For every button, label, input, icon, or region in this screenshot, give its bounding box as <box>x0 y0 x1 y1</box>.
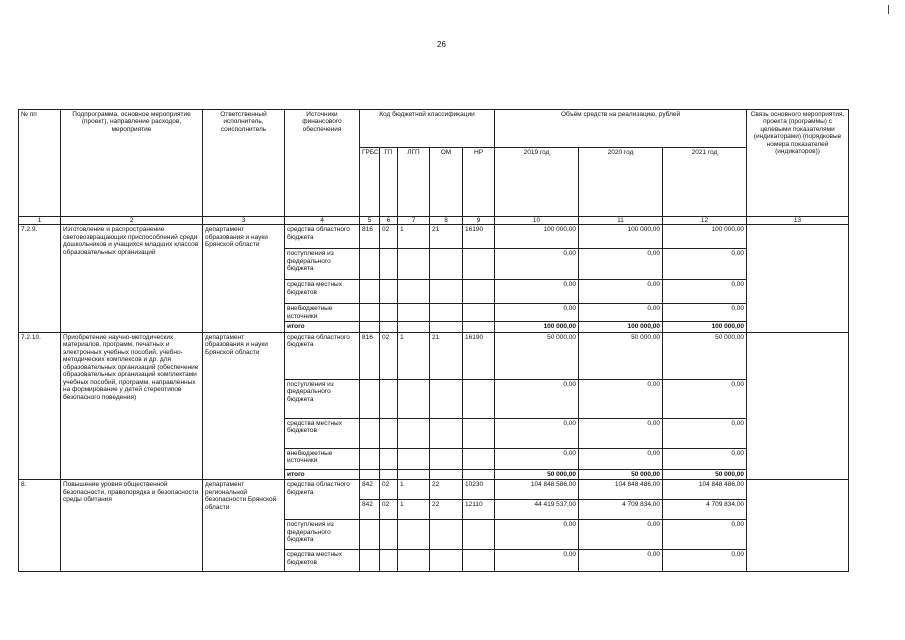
edge-mark <box>888 5 889 14</box>
nr-cell: 16190 <box>463 225 495 249</box>
item-responsible: департамент региональной безопасности Брянской области <box>203 480 285 572</box>
column-index: 2 <box>61 217 203 225</box>
value-2019: 0,00 <box>495 280 579 304</box>
lgp-cell: 1 <box>398 225 430 249</box>
source-cell: средства местных бюджетов <box>285 418 360 448</box>
link-cell <box>747 332 849 479</box>
header-gp: ГП <box>380 148 398 217</box>
item-responsible: департамент образования и науки Брянской области <box>203 225 285 332</box>
grbs-cell: 842 <box>360 500 380 520</box>
total-2021: 100 000,00 <box>663 322 747 332</box>
column-index: 6 <box>380 217 398 225</box>
column-index: 12 <box>663 217 747 225</box>
total-2020: 50 000,00 <box>579 469 663 479</box>
source-cell: средства областного бюджета <box>285 332 360 379</box>
gp-cell: 02 <box>380 332 398 379</box>
column-index: 3 <box>203 217 285 225</box>
column-index: 10 <box>495 217 579 225</box>
om-cell: 22 <box>430 500 463 520</box>
source-cell: средства областного бюджета <box>285 225 360 249</box>
value-2021: 0,00 <box>663 379 747 418</box>
value-2020: 4 709 834,00 <box>579 500 663 520</box>
value-2020: 0,00 <box>579 249 663 280</box>
source-cell: внебюджетные источники <box>285 304 360 322</box>
total-2021: 50 000,00 <box>663 469 747 479</box>
om-cell: 21 <box>430 332 463 379</box>
total-label: итого <box>285 469 360 479</box>
header-program: Подпрограмма, основное мероприятие (проект), направление расходов, мероприятие <box>61 110 203 217</box>
nr-cell: 10230 <box>463 480 495 500</box>
column-index: 5 <box>360 217 380 225</box>
om-cell: 22 <box>430 480 463 500</box>
grbs-cell: 816 <box>360 225 380 249</box>
value-2019: 0,00 <box>495 249 579 280</box>
value-2021: 104 848 486,00 <box>663 480 747 500</box>
header-funds: Объём средств на реализацию, рублей <box>495 110 747 148</box>
value-2020: 100 000,00 <box>579 225 663 249</box>
value-2019: 0,00 <box>495 448 579 469</box>
value-2021: 50 000,00 <box>663 332 747 379</box>
value-2020: 0,00 <box>579 448 663 469</box>
link-cell <box>747 480 849 572</box>
value-2021: 4 709 834,00 <box>663 500 747 520</box>
lgp-cell: 1 <box>398 480 430 500</box>
item-name: Приобретение научно-методических материалов, программ, печатных и электронных учебных пособий, учебно-методических комплексов и др. для образовательных организаций (обеспечение образовательных организаций комплектами учебных пособий, программ, направленных на формирование у детей стереотипов безопасного поведения) <box>61 332 203 479</box>
column-index: 11 <box>579 217 663 225</box>
column-index: 7 <box>398 217 430 225</box>
header-sources: Источники финансового обеспечения <box>285 110 360 217</box>
gp-cell: 02 <box>380 500 398 520</box>
column-index: 4 <box>285 217 360 225</box>
lgp-cell: 1 <box>398 332 430 379</box>
value-2019: 0,00 <box>495 418 579 448</box>
value-2019: 0,00 <box>495 379 579 418</box>
item-name: Изготовление и распространение световозвращающих приспособлений среди дошкольников и учащихся младших классов образовательных организаций <box>61 225 203 332</box>
item-number: 7.2.10. <box>19 332 61 479</box>
source-cell: средства местных бюджетов <box>285 550 360 572</box>
value-2020: 0,00 <box>579 379 663 418</box>
value-2019: 0,00 <box>495 304 579 322</box>
header-responsible: Ответственный исполнитель, соисполнитель <box>203 110 285 217</box>
table-row <box>19 332 849 379</box>
budget-table <box>18 109 849 572</box>
header-budget-code: Код бюджетной классификации <box>360 110 495 148</box>
value-2019: 50 000,00 <box>495 332 579 379</box>
total-label: итого <box>285 322 360 332</box>
item-name: Повышение уровня общественной безопасности, правопорядка и безопасности среды обитания <box>61 480 203 572</box>
value-2020: 50 000,00 <box>579 332 663 379</box>
grbs-cell: 842 <box>360 480 380 500</box>
lgp-cell: 1 <box>398 500 430 520</box>
total-2019: 50 000,00 <box>495 469 579 479</box>
header-nr: НР <box>463 148 495 217</box>
value-2020: 0,00 <box>579 520 663 550</box>
gp-cell: 02 <box>380 480 398 500</box>
column-index-row <box>19 217 849 225</box>
value-2021: 0,00 <box>663 448 747 469</box>
value-2020: 104 848 486,00 <box>579 480 663 500</box>
page-number: 26 <box>437 40 446 49</box>
total-2019: 100 000,00 <box>495 322 579 332</box>
header-2021: 2021 год <box>663 148 747 217</box>
table-header <box>19 110 849 225</box>
nr-cell: 12110 <box>463 500 495 520</box>
total-2020: 100 000,00 <box>579 322 663 332</box>
grbs-cell: 816 <box>360 332 380 379</box>
header-link: Связь основного мероприятия, проекта (программы) с целевыми показателями (индикаторами) (порядковые номера показателей (индикаторов)) <box>747 110 849 217</box>
column-index: 1 <box>19 217 61 225</box>
value-2020: 0,00 <box>579 418 663 448</box>
source-cell: средства местных бюджетов <box>285 280 360 304</box>
header-om: ОМ <box>430 148 463 217</box>
source-cell: средства областного бюджета <box>285 480 360 520</box>
value-2019: 0,00 <box>495 520 579 550</box>
gp-cell: 02 <box>380 225 398 249</box>
column-index: 13 <box>747 217 849 225</box>
item-number: 7.2.9. <box>19 225 61 332</box>
value-2021: 0,00 <box>663 249 747 280</box>
value-2021: 0,00 <box>663 418 747 448</box>
value-2019: 104 848 586,00 <box>495 480 579 500</box>
value-2020: 0,00 <box>579 304 663 322</box>
value-2021: 0,00 <box>663 280 747 304</box>
item-responsible: департамент образования и науки Брянской области <box>203 332 285 479</box>
header-no: № пп <box>19 110 61 217</box>
nr-cell: 16190 <box>463 332 495 379</box>
header-grbs: ГРБС <box>360 148 380 217</box>
column-index: 8 <box>430 217 463 225</box>
value-2019: 100 000,00 <box>495 225 579 249</box>
table-row <box>19 225 849 249</box>
om-cell: 21 <box>430 225 463 249</box>
item-number: 8. <box>19 480 61 572</box>
header-lgp: ЛГП <box>398 148 430 217</box>
header-2019: 2019 год <box>495 148 579 217</box>
value-2021: 100 000,00 <box>663 225 747 249</box>
source-cell: внебюджетные источники <box>285 448 360 469</box>
value-2019: 44 419 537,00 <box>495 500 579 520</box>
value-2020: 0,00 <box>579 550 663 572</box>
link-cell <box>747 225 849 332</box>
column-index: 9 <box>463 217 495 225</box>
source-cell: поступления из федерального бюджета <box>285 249 360 280</box>
value-2021: 0,00 <box>663 550 747 572</box>
value-2021: 0,00 <box>663 520 747 550</box>
value-2020: 0,00 <box>579 280 663 304</box>
source-cell: поступления из федерального бюджета <box>285 520 360 550</box>
value-2021: 0,00 <box>663 304 747 322</box>
table-row <box>19 480 849 500</box>
source-cell: поступления из федерального бюджета <box>285 379 360 418</box>
value-2019: 0,00 <box>495 550 579 572</box>
header-2020: 2020 год <box>579 148 663 217</box>
